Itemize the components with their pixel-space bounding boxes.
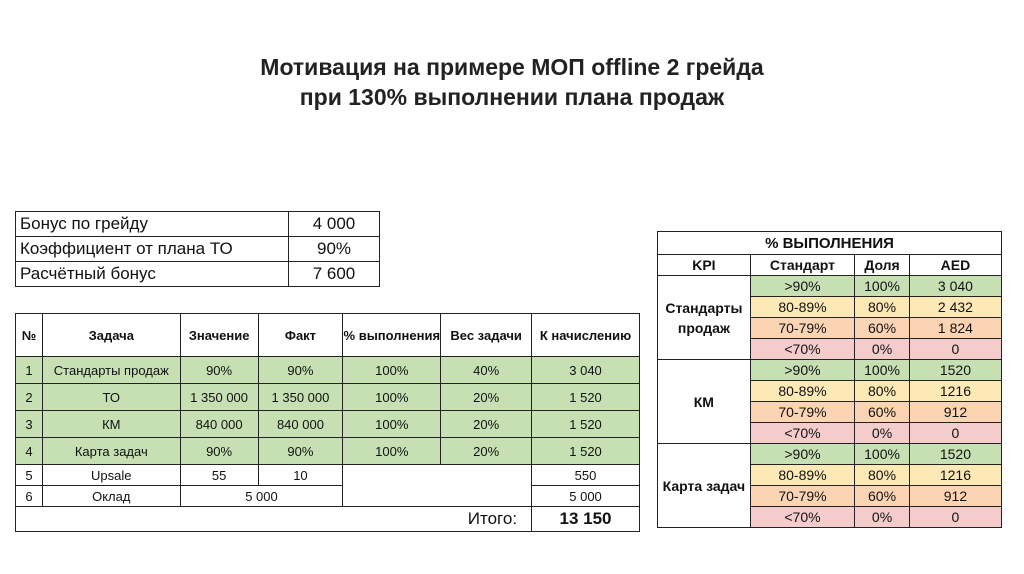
bonus-table: [15, 211, 380, 287]
kpi-cell-aed: 0: [909, 423, 1001, 444]
table-row-total: [16, 507, 640, 532]
cell-accrual: 3 040: [532, 357, 640, 384]
cell-pct: 100%: [343, 438, 441, 465]
kpi-header-share: Доля: [855, 255, 910, 276]
table-row: [16, 357, 640, 384]
cell-accrual: 1 520: [532, 411, 640, 438]
bonus-value: 7 600: [289, 262, 380, 287]
kpi-cell-aed: 0: [909, 339, 1001, 360]
cell-value: 90%: [180, 357, 258, 384]
kpi-cell-std: >90%: [750, 444, 854, 465]
cell-num: 6: [16, 486, 43, 507]
kpi-header-standard: Стандарт: [750, 255, 854, 276]
kpi-cell-std: 70-79%: [750, 318, 854, 339]
header-fact: Факт: [258, 314, 343, 357]
cell-pct: 100%: [343, 357, 441, 384]
cell-weight: 40%: [441, 357, 532, 384]
kpi-cell-share: 60%: [855, 402, 910, 423]
table-row: [16, 411, 640, 438]
kpi-row: [658, 444, 1002, 465]
kpi-cell-aed: 1520: [909, 444, 1001, 465]
cell-value: 1 350 000: [180, 384, 258, 411]
total-value: 13 150: [532, 507, 640, 532]
kpi-cell-aed: 1520: [909, 360, 1001, 381]
header-value: Значение: [180, 314, 258, 357]
cell-accrual: 1 520: [532, 384, 640, 411]
table-row-oklad: [16, 486, 640, 507]
kpi-group-name: Карта задач: [658, 444, 751, 528]
kpi-row: [658, 276, 1002, 297]
cell-num: 5: [16, 465, 43, 486]
cell-accrual: 5 000: [532, 486, 640, 507]
cell-fact: 840 000: [258, 411, 343, 438]
kpi-cell-share: 100%: [855, 360, 910, 381]
tasks-header-row: [16, 314, 640, 357]
kpi-cell-std: 80-89%: [750, 381, 854, 402]
total-label: Итого:: [16, 507, 532, 532]
kpi-cell-std: 70-79%: [750, 402, 854, 423]
kpi-cell-std: >90%: [750, 360, 854, 381]
kpi-group-name: КМ: [658, 360, 751, 444]
kpi-cell-share: 0%: [855, 423, 910, 444]
kpi-group-name: Стандарты продаж: [658, 276, 751, 360]
kpi-cell-share: 0%: [855, 507, 910, 528]
cell-fact: 90%: [258, 438, 343, 465]
kpi-table: [657, 231, 1002, 528]
kpi-cell-std: 80-89%: [750, 297, 854, 318]
cell-fact: 1 350 000: [258, 384, 343, 411]
kpi-cell-aed: 0: [909, 507, 1001, 528]
cell-task: ТО: [42, 384, 180, 411]
bonus-label: Расчётный бонус: [16, 262, 289, 287]
empty-cell: [343, 465, 532, 507]
cell-num: 3: [16, 411, 43, 438]
kpi-title: % ВЫПОЛНЕНИЯ: [658, 232, 1002, 255]
kpi-cell-aed: 1 824: [909, 318, 1001, 339]
kpi-cell-std: <70%: [750, 339, 854, 360]
cell-weight: 20%: [441, 411, 532, 438]
cell-pct: 100%: [343, 384, 441, 411]
kpi-cell-share: 60%: [855, 318, 910, 339]
title-line-2: при 130% выполнении плана продаж: [299, 84, 725, 110]
cell-task: Карта задач: [42, 438, 180, 465]
kpi-cell-std: 70-79%: [750, 486, 854, 507]
cell-fact: 90%: [258, 357, 343, 384]
kpi-header-aed: AED: [909, 255, 1001, 276]
header-num: №: [16, 314, 43, 357]
cell-pct: 100%: [343, 411, 441, 438]
header-accrual: К начислению: [532, 314, 640, 357]
kpi-cell-aed: 912: [909, 402, 1001, 423]
kpi-cell-std: >90%: [750, 276, 854, 297]
cell-value: 840 000: [180, 411, 258, 438]
cell-accrual: 550: [532, 465, 640, 486]
kpi-cell-aed: 1216: [909, 465, 1001, 486]
cell-num: 1: [16, 357, 43, 384]
kpi-header-kpi: KPI: [658, 255, 751, 276]
bonus-row: [16, 237, 380, 262]
cell-task: КМ: [42, 411, 180, 438]
bonus-label: Бонус по грейду: [16, 212, 289, 237]
kpi-cell-aed: 1216: [909, 381, 1001, 402]
cell-num: 2: [16, 384, 43, 411]
cell-value: 90%: [180, 438, 258, 465]
cell-task: Upsale: [42, 465, 180, 486]
cell-value: 55: [180, 465, 258, 486]
cell-num: 4: [16, 438, 43, 465]
kpi-cell-std: <70%: [750, 507, 854, 528]
kpi-cell-std: 80-89%: [750, 465, 854, 486]
cell-task: Оклад: [42, 486, 180, 507]
kpi-cell-std: <70%: [750, 423, 854, 444]
table-row: [16, 384, 640, 411]
tasks-table: [15, 313, 640, 532]
kpi-cell-share: 80%: [855, 297, 910, 318]
kpi-cell-aed: 912: [909, 486, 1001, 507]
table-row: [16, 438, 640, 465]
cell-weight: 20%: [441, 384, 532, 411]
kpi-cell-share: 0%: [855, 339, 910, 360]
cell-accrual: 1 520: [532, 438, 640, 465]
table-row-upsale: [16, 465, 640, 486]
cell-weight: 20%: [441, 438, 532, 465]
bonus-label: Коэффициент от плана ТО: [16, 237, 289, 262]
bonus-value: 4 000: [289, 212, 380, 237]
header-weight: Вес задачи: [441, 314, 532, 357]
kpi-row: [658, 360, 1002, 381]
header-task: Задача: [42, 314, 180, 357]
kpi-cell-share: 60%: [855, 486, 910, 507]
page-title: [0, 52, 1024, 112]
title-line-1: Мотивация на примере МОП offline 2 грейда: [260, 54, 764, 80]
bonus-row: [16, 262, 380, 287]
bonus-value: 90%: [289, 237, 380, 262]
kpi-cell-aed: 2 432: [909, 297, 1001, 318]
kpi-cell-share: 80%: [855, 381, 910, 402]
kpi-cell-aed: 3 040: [909, 276, 1001, 297]
kpi-cell-share: 80%: [855, 465, 910, 486]
header-pct: % выполнения: [343, 314, 441, 357]
kpi-cell-share: 100%: [855, 276, 910, 297]
bonus-row: [16, 212, 380, 237]
cell-fact: 10: [258, 465, 343, 486]
kpi-cell-share: 100%: [855, 444, 910, 465]
cell-task: Стандарты продаж: [42, 357, 180, 384]
cell-value: 5 000: [180, 486, 343, 507]
